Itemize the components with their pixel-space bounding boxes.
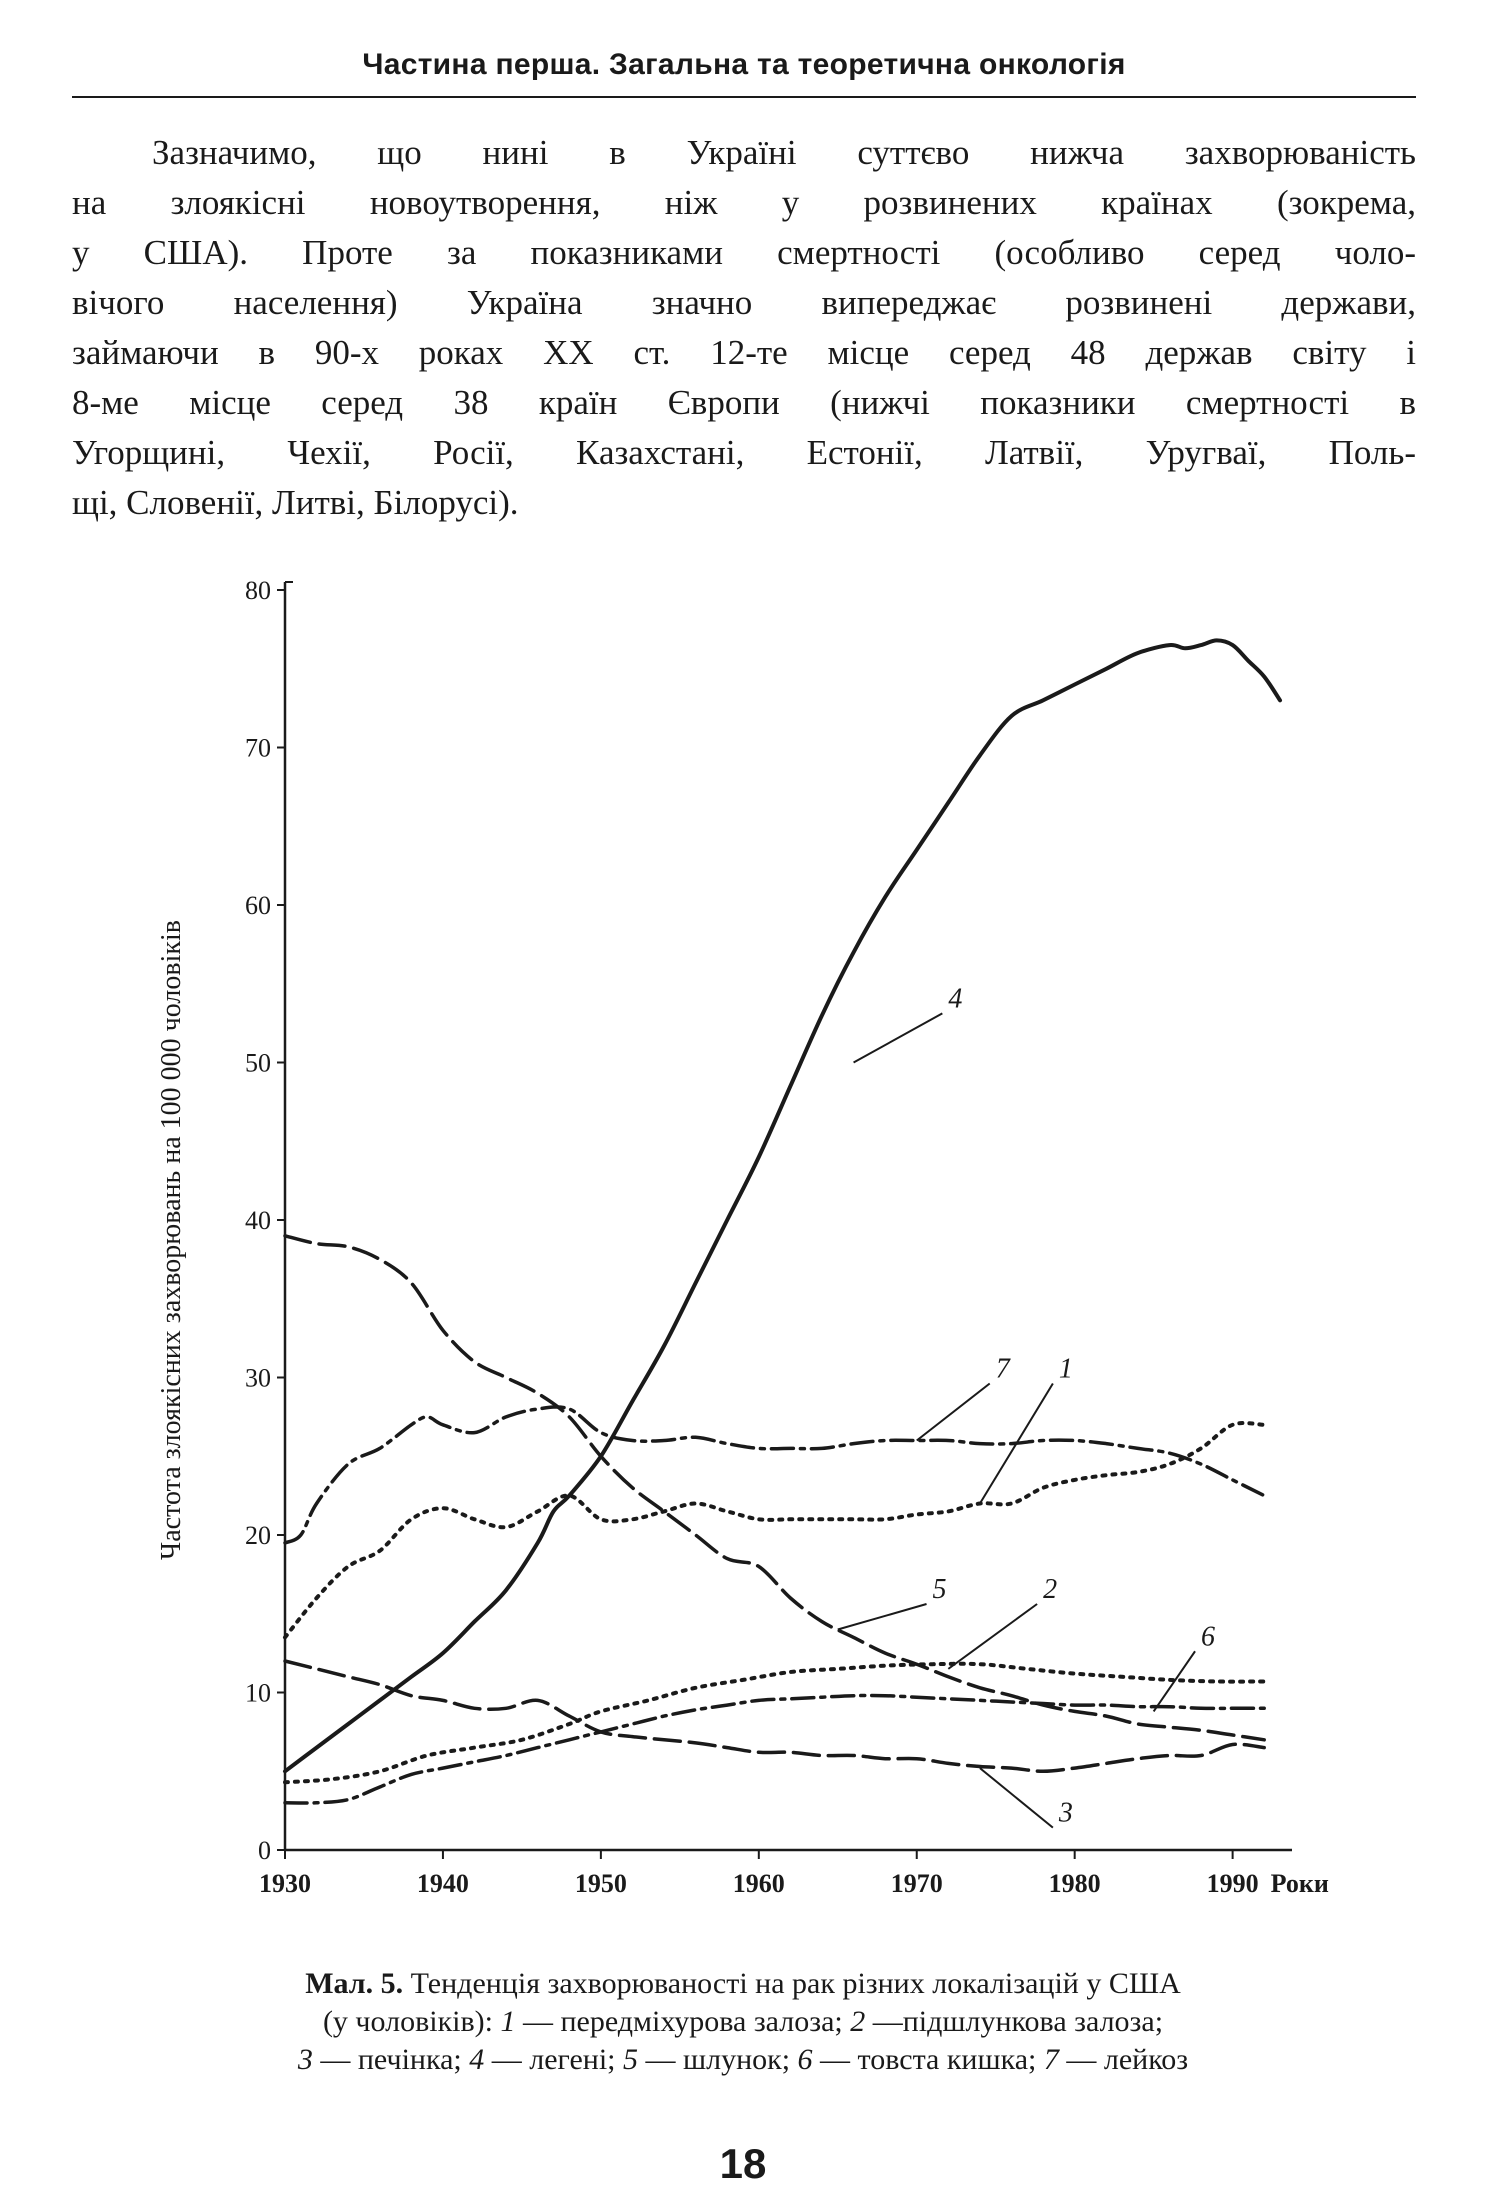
caption-line-2: (у чоловіків): 1 — передміхурова залоза; 2 —підшлункова залоза; — [322, 2005, 1164, 2038]
caption-num: 3 — [297, 2043, 313, 2076]
body-line: щі, Словенії, Литві, Білорусі). — [72, 483, 519, 522]
caption-label: Мал. 5. — [305, 1967, 404, 2000]
y-tick-label: 80 — [245, 576, 271, 605]
curve-label-3: 3 — [1058, 1797, 1073, 1829]
caption-num: 2 — [850, 2005, 866, 2038]
curve-label-7: 7 — [995, 1353, 1010, 1385]
leader-line-3 — [980, 1768, 1053, 1828]
series-line-1 — [285, 1423, 1264, 1637]
series-line-4 — [285, 640, 1280, 1771]
y-tick-label: 0 — [258, 1836, 271, 1865]
y-tick-label: 30 — [245, 1363, 271, 1393]
caption-num: 4 — [469, 2043, 485, 2076]
y-tick-label: 10 — [245, 1678, 271, 1708]
caption-num: 5 — [623, 2043, 638, 2076]
body-line: Угорщині, Чехії, Росії, Казахстані, Естонії, Латвії, Уругваї, Поль- — [72, 433, 1416, 472]
caption-title: Тенденція захворюваності на рак різних локалізацій у США — [403, 1967, 1181, 2000]
curve-label-1: 1 — [1058, 1353, 1073, 1385]
curve-label-2: 2 — [1043, 1574, 1058, 1605]
y-axis-label: Частота злоякісних захворювань на 100 000 чоловіків — [156, 920, 187, 1560]
body-line: вічого населення) Україна значно випереджає розвинені держави, — [72, 283, 1416, 322]
chart-axes — [277, 582, 1292, 1859]
curve-label-6: 6 — [1201, 1621, 1216, 1653]
x-tick-label: 1930 — [259, 1869, 311, 1898]
body-line: 8-ме місце серед 38 країн Європи (нижчі показники смертності в — [72, 383, 1416, 422]
curve-label-4: 4 — [948, 983, 963, 1015]
leader-line-7 — [917, 1384, 990, 1441]
figure-caption — [140, 1965, 1346, 2079]
series-line-6 — [285, 1695, 1264, 1803]
y-tick-label: 20 — [245, 1521, 271, 1550]
page-number: 18 — [719, 2140, 767, 2187]
y-tick-label: 50 — [245, 1048, 271, 1078]
x-tick-label: 1940 — [416, 1869, 469, 1898]
caption-line-1 — [140, 1965, 1346, 2003]
body-line: на злоякісні новоутворення, ніж у розвинених країнах (зокрема, — [72, 183, 1416, 222]
page-header: Частина перша. Загальна та теоретична онкологія — [362, 48, 1126, 81]
leader-line-5 — [838, 1604, 927, 1630]
y-tick-label: 40 — [245, 1206, 271, 1235]
header-rule — [72, 96, 1416, 98]
x-tick-label: 1990 — [1206, 1869, 1259, 1898]
figure-chart — [0, 560, 1486, 1960]
caption-num: 7 — [1043, 2043, 1059, 2076]
leader-line-4 — [854, 1013, 943, 1062]
chart-labels — [245, 576, 1329, 1898]
series-line-2 — [285, 1664, 1264, 1783]
x-tick-label: 1960 — [732, 1869, 785, 1898]
y-tick-label: 60 — [245, 891, 271, 920]
x-tick-label: 1980 — [1048, 1869, 1101, 1898]
y-tick-label: 70 — [245, 733, 271, 763]
curve-label-5: 5 — [932, 1574, 947, 1605]
chart-series — [285, 640, 1280, 1803]
body-line: Зазначимо, що нині в Україні суттєво нижча захворюваність — [152, 133, 1416, 172]
body-line: займаючи в 90-х роках XX ст. 12-те місце серед 48 держав світу і — [72, 333, 1416, 372]
caption-num: 6 — [797, 2043, 813, 2076]
leader-line-2 — [948, 1604, 1037, 1669]
body-line: у США). Проте за показниками смертності (особливо серед чоло- — [72, 233, 1416, 272]
caption-line-3: 3 — печінка; 4 — легені; 5 — шлунок; 6 — товста кишка; 7 — лейкоз — [297, 2043, 1189, 2076]
x-axis-label: Роки — [1270, 1869, 1329, 1898]
x-tick-label: 1970 — [890, 1869, 943, 1898]
body-paragraph — [72, 128, 1416, 528]
x-tick-label: 1950 — [574, 1869, 627, 1898]
caption-num: 1 — [500, 2005, 516, 2038]
